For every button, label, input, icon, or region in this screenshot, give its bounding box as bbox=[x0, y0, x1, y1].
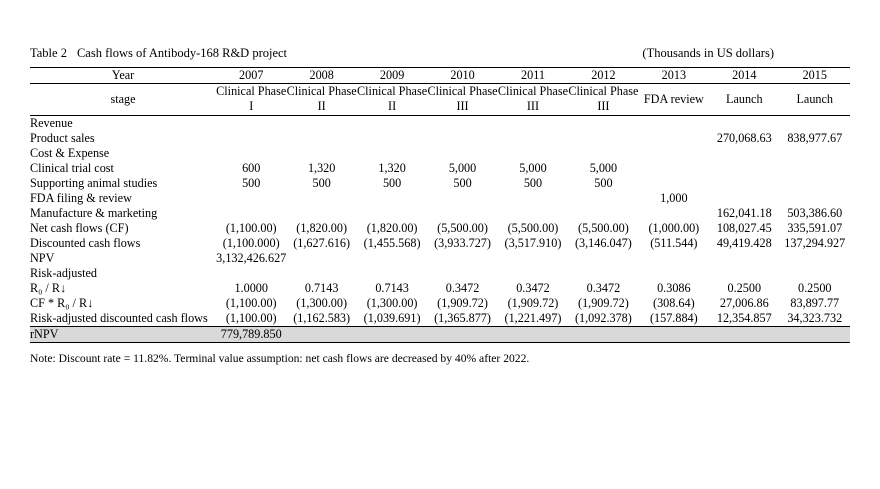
row-cell: (1,162.583) bbox=[293, 310, 351, 325]
row-cell: (3,146.047) bbox=[574, 235, 632, 250]
row-cell bbox=[568, 251, 638, 266]
table-row bbox=[30, 131, 850, 146]
total-row-cell bbox=[286, 326, 356, 342]
table-row bbox=[30, 236, 850, 251]
row-cell: (511.544) bbox=[650, 235, 698, 250]
row-cell: 162,041.18 bbox=[716, 205, 772, 220]
row-cell bbox=[357, 191, 427, 206]
row-cell: (1,820.00) bbox=[366, 220, 418, 235]
row-cell bbox=[216, 131, 286, 146]
row-cell: (1,000.00) bbox=[648, 220, 700, 235]
row-cell bbox=[216, 266, 286, 281]
row-cell: 500 bbox=[382, 175, 402, 190]
row-cell bbox=[427, 191, 497, 206]
row-cell: 500 bbox=[594, 175, 613, 190]
table-row bbox=[30, 146, 850, 161]
table-caption bbox=[30, 46, 850, 61]
row-label: Cost & Expense bbox=[30, 145, 110, 160]
row-label: Supporting animal studies bbox=[30, 175, 158, 190]
row-label: Discounted cash flows bbox=[30, 235, 141, 250]
total-row-cell bbox=[780, 326, 851, 342]
header-year-2009: 2009 bbox=[357, 68, 427, 84]
table-row bbox=[30, 311, 850, 327]
row-cell bbox=[639, 115, 709, 131]
row-cell: 5,000 bbox=[448, 160, 477, 175]
row-label: Manufacture & marketing bbox=[30, 205, 158, 220]
row-cell: (5,500.00) bbox=[437, 220, 488, 235]
row-cell: (5,500.00) bbox=[507, 220, 559, 235]
row-cell bbox=[427, 206, 497, 221]
row-cell bbox=[568, 146, 638, 161]
row-label: FDA filing & review bbox=[30, 190, 132, 205]
header-year-2011: 2011 bbox=[498, 68, 568, 84]
row-label: Product sales bbox=[30, 130, 95, 145]
header-year-2015: 2015 bbox=[780, 68, 851, 84]
header-stage-2012: Clinical Phase III bbox=[568, 84, 639, 114]
row-cell bbox=[780, 161, 851, 176]
row-cell bbox=[216, 115, 286, 131]
row-cell bbox=[357, 146, 427, 161]
total-row-label: rNPV bbox=[30, 326, 216, 342]
row-cell bbox=[639, 131, 709, 146]
row-cell bbox=[498, 206, 568, 221]
header-stage-2007: Clinical Phase I bbox=[216, 84, 287, 114]
row-cell: 137,294.927 bbox=[784, 235, 846, 250]
row-cell: (308.64) bbox=[653, 295, 695, 310]
row-cell bbox=[427, 251, 497, 266]
row-cell: (1,092.378) bbox=[574, 310, 632, 325]
row-cell: (5,500.00) bbox=[578, 220, 629, 235]
row-cell bbox=[709, 176, 779, 191]
header-year-label: Year bbox=[30, 68, 216, 84]
caption-text: Cash flows of Antibody-168 R&D project bbox=[76, 46, 288, 60]
row-cell bbox=[639, 161, 709, 176]
row-cell: 270,068.63 bbox=[716, 130, 772, 145]
row-cell: 1,000 bbox=[660, 190, 688, 205]
row-cell bbox=[427, 266, 497, 281]
header-stage-2008: Clinical Phase II bbox=[286, 84, 357, 114]
row-cell: 27,006.86 bbox=[719, 295, 769, 310]
table-bottom-rule bbox=[30, 342, 850, 345]
row-cell bbox=[286, 146, 356, 161]
table-row bbox=[30, 161, 850, 176]
row-cell bbox=[216, 191, 286, 206]
table-row bbox=[30, 296, 850, 311]
row-cell: 500 bbox=[242, 175, 261, 190]
table-row bbox=[30, 221, 850, 236]
row-cell bbox=[568, 206, 638, 221]
row-cell bbox=[568, 191, 638, 206]
row-cell: 5,000 bbox=[519, 160, 547, 175]
row-cell: 0.3472 bbox=[586, 280, 621, 295]
row-cell: 600 bbox=[242, 160, 261, 175]
row-cell: 108,027.45 bbox=[716, 220, 772, 235]
table-row bbox=[30, 281, 850, 296]
row-cell bbox=[286, 191, 356, 206]
row-cell bbox=[286, 131, 356, 146]
header-year-2014: 2014 bbox=[709, 68, 779, 84]
row-cell bbox=[709, 161, 779, 176]
total-row-cell bbox=[568, 326, 638, 342]
row-label: Net cash flows (CF) bbox=[30, 220, 129, 235]
row-label: NPV bbox=[30, 250, 55, 265]
row-label: Revenue bbox=[30, 115, 216, 131]
table-row bbox=[30, 115, 850, 131]
row-cell bbox=[498, 266, 568, 281]
row-cell: (3,933.727) bbox=[434, 235, 491, 250]
row-cell: 1,320 bbox=[378, 160, 406, 175]
row-cell: 5,000 bbox=[589, 160, 618, 175]
row-cell bbox=[709, 115, 779, 131]
row-label: Clinical trial cost bbox=[30, 160, 114, 175]
header-stage-label: stage bbox=[30, 84, 216, 116]
row-cell: 1,320 bbox=[307, 160, 336, 175]
row-cell bbox=[639, 251, 709, 266]
row-cell bbox=[639, 176, 709, 191]
row-cell: (1,365.877) bbox=[434, 310, 491, 325]
row-cell: 34,323.732 bbox=[787, 310, 843, 325]
row-cell bbox=[780, 251, 851, 266]
row-cell: (1,100.00) bbox=[225, 220, 277, 235]
row-cell bbox=[427, 115, 497, 131]
row-cell bbox=[639, 146, 709, 161]
header-year-2007: 2007 bbox=[216, 68, 286, 84]
table-row bbox=[30, 191, 850, 206]
header-stage-2011: Clinical Phase III bbox=[497, 84, 568, 114]
row-label: CF * R₀ / R↓ bbox=[30, 295, 94, 310]
total-row-cell bbox=[357, 326, 427, 342]
row-cell bbox=[568, 266, 638, 281]
row-cell: 0.3086 bbox=[657, 280, 691, 295]
header-stage-row bbox=[30, 84, 850, 116]
row-cell bbox=[216, 146, 286, 161]
row-cell bbox=[498, 115, 568, 131]
row-cell bbox=[357, 266, 427, 281]
row-cell: (1,909.72) bbox=[578, 295, 629, 310]
total-row-value: 779,789.850 bbox=[216, 326, 286, 342]
row-cell bbox=[427, 131, 497, 146]
row-cell: (1,627.616) bbox=[293, 235, 351, 250]
row-cell bbox=[639, 206, 709, 221]
row-cell bbox=[498, 191, 568, 206]
row-cell: 838,977.67 bbox=[787, 130, 843, 145]
table-row bbox=[30, 251, 850, 266]
row-cell bbox=[709, 251, 779, 266]
row-cell: 12,354.857 bbox=[716, 310, 772, 325]
header-year-2010: 2010 bbox=[427, 68, 497, 84]
row-cell: (1,100.00) bbox=[225, 310, 277, 325]
header-year-row bbox=[30, 68, 850, 84]
row-cell: (1,039.691) bbox=[363, 310, 421, 325]
row-cell: 503,386.60 bbox=[787, 205, 843, 220]
row-cell: (1,100.000) bbox=[222, 235, 280, 250]
table-row bbox=[30, 176, 850, 191]
total-row-cell bbox=[709, 326, 779, 342]
row-cell bbox=[780, 266, 851, 281]
row-cell: (1,100.00) bbox=[225, 295, 277, 310]
total-row-cell bbox=[639, 326, 709, 342]
row-cell: (1,300.00) bbox=[366, 295, 418, 310]
row-cell bbox=[357, 251, 427, 266]
header-year-2013: 2013 bbox=[639, 68, 709, 84]
row-cell bbox=[780, 191, 851, 206]
row-cell: 500 bbox=[523, 175, 543, 190]
row-cell bbox=[357, 115, 427, 131]
row-cell bbox=[780, 115, 851, 131]
row-cell bbox=[780, 146, 851, 161]
row-cell: (1,221.497) bbox=[504, 310, 562, 325]
row-cell bbox=[639, 266, 709, 281]
row-cell: 0.2500 bbox=[797, 280, 832, 295]
row-cell: (3,517.910) bbox=[504, 235, 562, 250]
row-cell bbox=[709, 191, 779, 206]
row-label: R₀ / R↓ bbox=[30, 280, 67, 295]
row-cell: 83,897.77 bbox=[790, 295, 840, 310]
header-stage-2014: Launch bbox=[709, 84, 779, 116]
header-stage-2010: Clinical Phase III bbox=[427, 84, 498, 114]
row-cell bbox=[286, 251, 356, 266]
row-cell bbox=[709, 146, 779, 161]
header-stage-2015: Launch bbox=[780, 84, 851, 116]
total-row bbox=[30, 326, 850, 342]
caption-label: Table 2 bbox=[30, 46, 67, 60]
total-row-cell bbox=[427, 326, 497, 342]
row-cell bbox=[568, 115, 638, 131]
header-year-2008: 2008 bbox=[286, 68, 356, 84]
row-cell bbox=[286, 206, 356, 221]
row-cell bbox=[498, 131, 568, 146]
row-cell bbox=[498, 251, 568, 266]
row-cell bbox=[286, 115, 356, 131]
caption-units: (Thousands in US dollars) bbox=[642, 46, 774, 60]
row-label: Risk-adjusted bbox=[30, 265, 98, 280]
row-cell: (1,455.568) bbox=[363, 235, 421, 250]
row-cell: 3,132,426.627 bbox=[216, 250, 287, 265]
row-cell bbox=[357, 131, 427, 146]
row-cell: 0.7143 bbox=[375, 280, 409, 295]
row-label: Risk-adjusted discounted cash flows bbox=[30, 310, 208, 325]
row-cell: 49,419.428 bbox=[716, 235, 772, 250]
row-cell: 1.0000 bbox=[234, 280, 268, 295]
row-cell: 0.7143 bbox=[304, 280, 339, 295]
row-cell: 335,591.07 bbox=[787, 220, 843, 235]
row-cell bbox=[357, 206, 427, 221]
row-cell: (1,300.00) bbox=[296, 295, 348, 310]
row-cell: 0.2500 bbox=[727, 280, 762, 295]
table-note: Note: Discount rate = 11.82%. Terminal value assumption: net cash flows are decreased by 40% after 2022. bbox=[30, 351, 530, 365]
row-cell bbox=[498, 146, 568, 161]
header-stage-2013: FDA review bbox=[639, 84, 709, 116]
row-cell bbox=[780, 176, 851, 191]
row-cell bbox=[216, 206, 286, 221]
row-cell: (1,820.00) bbox=[296, 220, 348, 235]
table-row bbox=[30, 206, 850, 221]
table-row bbox=[30, 266, 850, 281]
row-cell: 500 bbox=[453, 175, 472, 190]
row-cell: 0.3472 bbox=[445, 280, 480, 295]
row-cell: (1,909.72) bbox=[437, 295, 488, 310]
row-cell: 500 bbox=[312, 175, 331, 190]
header-stage-2009: Clinical Phase II bbox=[357, 84, 428, 114]
row-cell: (157.884) bbox=[649, 310, 698, 325]
row-cell bbox=[427, 146, 497, 161]
row-cell bbox=[709, 266, 779, 281]
row-cell bbox=[286, 266, 356, 281]
row-cell: (1,909.72) bbox=[507, 295, 559, 310]
total-row-cell bbox=[498, 326, 568, 342]
row-cell bbox=[568, 131, 638, 146]
row-cell: 0.3472 bbox=[516, 280, 550, 295]
cash-flow-table bbox=[30, 67, 850, 345]
header-year-2012: 2012 bbox=[568, 68, 638, 84]
